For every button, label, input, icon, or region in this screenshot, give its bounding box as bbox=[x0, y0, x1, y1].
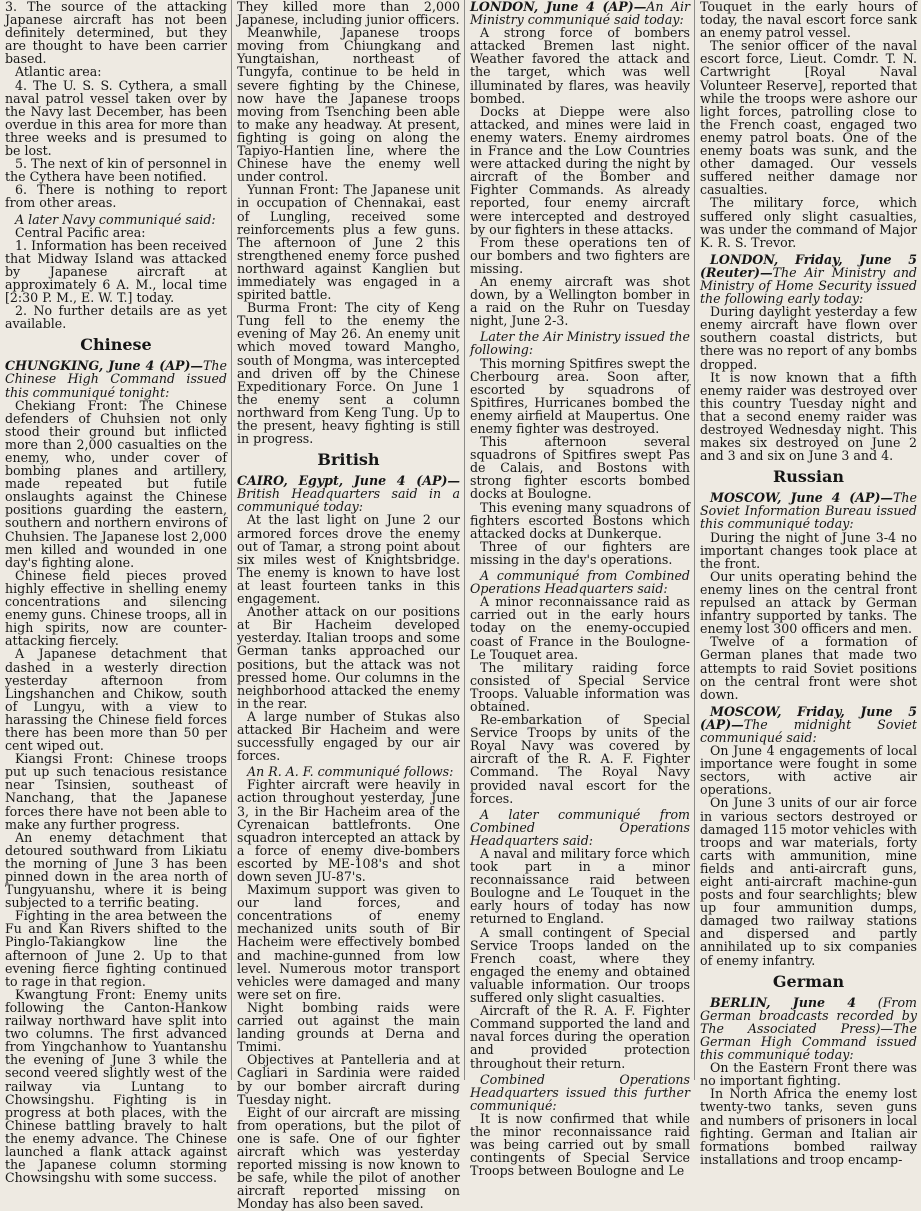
paragraph: Kwangtung Front: Enemy units following the Canton-Hankow railway northward have split into two columns. The first advanced from Yingchanhow to Yuantanshu the evening of June 3 while the second veered slightly west of the railway via Luntang to Chowsingshu. Fighting is in progress at both places, with the Chinese battling bravely to halt the enemy advance. The Chinese launched a flank attack against the Japanese column storming Chowsingshu with some success. bbox=[5, 986, 227, 1186]
dateline-place: MOSCOW, June 4 (AP)— bbox=[710, 490, 894, 506]
paragraph: 6. There is nothing to report from other areas. bbox=[5, 182, 227, 211]
paragraph: Maximum support was given to our land forces, and concentrations of enemy mechanized units south of Bir Hacheim were effectively bombed and machine-gunned from low level. Numerous motor transport vehicles were damaged and many were set on fire. bbox=[237, 882, 460, 1002]
paragraph: A Japanese detachment that dashed in a westerly direction yesterday afternoon from Lingshanchen and Chikow, south of Lungyu, with a view to harassing the Chinese field forces there has been more than 50 per cent wiped out. bbox=[5, 646, 227, 754]
paragraph: 3. The source of the attacking Japanese aircraft has not been definitely determined, but they are thought to have been carrier based. bbox=[5, 0, 227, 67]
dateline-text: The Soviet Information Bureau issued this communiqué today: bbox=[700, 490, 917, 532]
dateline-place: MOSCOW, Friday, June 5 (AP)— bbox=[700, 703, 917, 732]
paragraph: Chekiang Front: The Chinese defenders of Chuhsien not only stood their ground but inflicted more than 2,000 casualties on the enemy, who, under cover of bombing planes and artillery, made repeated but futile onslaughts against the Chinese positions guarding the eastern, southern and northern environs of Chuhsien. The Japanese lost 2,000 men killed and wounded in one day's fighting alone. bbox=[5, 397, 227, 570]
dateline-place: CAIRO, Egypt, June 4 (AP)— bbox=[237, 473, 460, 489]
paragraph: On June 4 engagements of local importance were fought in some sectors, with active air operations. bbox=[700, 743, 917, 798]
communique-intro: Combined Operations Headquarters issued this further communiqué: bbox=[470, 1071, 690, 1113]
communique-intro: A later communiqué from Combined Operations Headquarters said: bbox=[470, 806, 690, 848]
dateline bbox=[237, 474, 460, 513]
paragraph: Another attack on our positions at Bir Hacheim developed yesterday. Italian troops and some German tanks approached our positions, but the attack was not pressed home. Our columns in the neighborhood attacked the enemy in the rear. bbox=[237, 604, 460, 711]
dateline bbox=[700, 491, 917, 530]
paragraph: Twelve of a formation of German planes that made two attempts to raid Soviet positions on the central front were shot down. bbox=[700, 634, 917, 702]
paragraph: Night bombing raids were carried out against the main landing grounds at Derna and Tmimi. bbox=[237, 999, 460, 1055]
paragraph: The military force, which suffered only slight casualties, was under the command of Major K. R. S. Trevor. bbox=[700, 195, 917, 250]
paragraph: Kiangsi Front: Chinese troops put up such tenacious resistance near Tsinsien, southeast of Nanchang, that the Japanese forces there have not been able to make any further progress. bbox=[5, 751, 227, 832]
paragraph: The military raiding force consisted of Special Service Troops. Valuable information was obtained. bbox=[470, 659, 690, 714]
dateline-place: CHUNGKING, June 4 (AP)— bbox=[5, 358, 204, 374]
paragraph: Central Pacific area: bbox=[15, 224, 146, 240]
paragraph: Docks at Dieppe were also attacked, and mines were laid in enemy waters. Enemy airdromes in France and the Low Countries were attacked during the night by aircraft of the Bomber and Fighter Commands. As already reported, four enemy aircraft were intercepted and destroyed by our fighters in these attacks. bbox=[470, 103, 690, 237]
paragraph: Chinese field pieces proved highly effective in shelling enemy concentrations and silencing enemy guns. Chinese troops, all in high spirits, now are counter-attacking fiercely. bbox=[5, 567, 227, 649]
paragraph: Our units operating behind the enemy lines on the central front repulsed an attack by German infantry supported by tanks. The enemy lost 300 officers and men. bbox=[700, 568, 917, 637]
paragraph: 1. Information has been received that Midway Island was attacked by Japanese aircraft at approximately 6 A. M., local time [2:30 P. M., E. W. T.] today. bbox=[5, 237, 227, 306]
paragraph: Objectives at Pantelleria and at Cagliari in Sardinia were raided by our bomber aircraft during Tuesday night. bbox=[237, 1052, 460, 1107]
section-heading-russian: Russian bbox=[772, 467, 845, 487]
dateline-text: British Headquarters said in a communiqué today: bbox=[237, 486, 460, 515]
section-heading-german: German bbox=[772, 971, 845, 991]
dateline-text: (From German broadcasts recorded by The Associated Press)—The German High Command issued this communiqué today: bbox=[700, 994, 917, 1063]
paragraph: From these operations ten of our bombers and two fighters are missing. bbox=[470, 234, 690, 276]
paragraph: This morning Spitfires swept the Cherbourg area. Soon after, escorted by squadrons of Spitfires, Hurricanes bombed the enemy airfield at Maupertus. One enemy fighter was destroyed. bbox=[470, 355, 690, 436]
paragraph: Fighting in the area between the Fu and Kan Rivers shifted to the Pinglo-Takiangkow line the afternoon of June 2. Up to that evening fierce fighting continued to rage in that region. bbox=[5, 908, 227, 989]
dateline-place: LONDON, Friday, June 5 (Reuter)— bbox=[700, 251, 917, 280]
paragraph: An enemy aircraft was shot down, by a Wellington bomber in a raid on the Ruhr on Tuesday night, June 2-3. bbox=[470, 273, 690, 329]
dateline-text: The Air Ministry and Ministry of Home Security issued the following early today: bbox=[700, 264, 917, 307]
paragraph: A strong force of bombers attacked Bremen last night. Weather favored the attack and the target, which was well illuminated by flares, was heavily bombed. bbox=[470, 25, 690, 106]
paragraph: Burma Front: The city of Keng Tung fell to the enemy the evening of May 26. An enemy unit which moved toward Mangho, south of Mongma, was intercepted and driven off by the Chinese Expeditionary Force. On June 1 the enemy sent a column northward from Keng Tung. Up to the present, heavy fighting is still in progress. bbox=[237, 300, 460, 447]
dateline bbox=[470, 0, 690, 26]
communique-intro: A communiqué from Combined Operations Headquarters said: bbox=[470, 568, 690, 597]
paragraph: A minor reconnaissance raid as carried out in the early hours today on the enemy-occupied coast of France in the Boulogne-Le Touquet area. bbox=[470, 594, 690, 662]
dateline bbox=[700, 996, 917, 1061]
paragraph: Meanwhile, Japanese troops moving from Chiungkang and Yungtaishan, northeast of Tungyfa, continue to be held in severe fighting by the Chinese, now have the Japanese troops moving from Tsenching been able to make any headway. At present, fighting is going on along the Tapiyo-Hantien line, where the Chinese have the enemy well under control. bbox=[237, 25, 460, 185]
dateline bbox=[700, 253, 917, 305]
paragraph: At the last light on June 2 our armored forces drove the enemy out of Tamar, a strong point about six miles west of Knightsbridge. The enemy is known to have lost at least fourteen tanks in this engagement. bbox=[237, 512, 460, 607]
dateline-text: The Chinese High Command issued this communiqué tonight: bbox=[5, 358, 227, 400]
communique-intro: Later the Air Ministry issued the following: bbox=[470, 329, 690, 358]
column-3 bbox=[465, 0, 694, 1179]
paragraph: 4. The U. S. S. Cythera, a small naval patrol vessel taken over by the Navy last December, has been overdue in this area for more than three weeks and is presumed to be lost. bbox=[5, 77, 227, 159]
paragraph: A large number of Stukas also attacked Bir Hacheim and were successfully engaged by our air forces. bbox=[237, 708, 460, 764]
paragraph: This afternoon several squadrons of Spitfires swept Pas de Calais, and Bostons with strong fighter escorts bombed docks at Boulogne. bbox=[470, 434, 690, 502]
paragraph: During daylight yesterday a few enemy aircraft have flown over southern coastal districts, but there was no report of any bombs dropped. bbox=[700, 304, 917, 372]
paragraph: Eight of our aircraft are missing from operations, but the pilot of one is safe. One of our fighter aircraft which was yesterday reported missing is now known to be safe, while the pilot of another aircraft reported missing on Monday has also been saved. bbox=[237, 1104, 460, 1211]
paragraph: Three of our fighters are missing in the day's operations. bbox=[470, 538, 690, 567]
paragraph: This evening many squadrons of fighters escorted Bostons which attacked docks at Dunkerque. bbox=[470, 499, 690, 541]
paragraph: In North Africa the enemy lost twenty-two tanks, seven guns and numbers of prisoners in local fighting. German and Italian air formations bombed railway installations and troop encamp- bbox=[700, 1086, 917, 1167]
dateline-text: The midnight Soviet communiqué said: bbox=[700, 716, 917, 745]
dateline-text: An Air Ministry communiqué said today: bbox=[470, 0, 690, 28]
section-heading-british: British bbox=[317, 450, 380, 470]
dateline-place: LONDON, June 4 (AP)— bbox=[470, 0, 647, 14]
paragraph: 2. No further details are as yet available. bbox=[5, 303, 227, 332]
paragraph: They killed more than 2,000 Japanese, including junior officers. bbox=[237, 0, 460, 28]
paragraph: An enemy detachment that detoured southward from Likiatu the morning of June 3 has been pinned down in the area north of Tungyuanshu, where it is being subjected to a terrific beating. bbox=[5, 829, 227, 911]
dateline bbox=[5, 359, 227, 398]
paragraph: On June 3 units of our air force in various sectors destroyed or damaged 115 motor vehicles with troops and war materials, forty carts with ammunition, mine fields and anti-aircraft guns, eight anti-aircraft machine-gun posts and four searchlights; blew up four ammunition dumps, damaged two railway stations and dispersed and partly annihilated up to six companies of enemy infantry. bbox=[700, 795, 917, 968]
dateline-place: BERLIN, June 4 bbox=[710, 994, 856, 1010]
section-heading-chinese: Chinese bbox=[80, 335, 152, 355]
paragraph: The senior officer of the naval escort force, Lieut. Comdr. T. N. Cartwright [Royal Naval Volunteer Reserve], reported that while the troops were ashore our light forces, patrolling close to the French coast, engaged two enemy patrol boats. One of the enemy boats was sunk, and the other damaged. Our vessels suffered neither damage nor casualties. bbox=[700, 38, 917, 198]
communique-intro: An R. A. F. communiqué follows: bbox=[247, 764, 454, 780]
column-4 bbox=[695, 0, 921, 1167]
paragraph: Touquet in the early hours of today, the naval escort force sank an enemy patrol vessel. bbox=[700, 0, 917, 41]
paragraph: It is now known that a fifth enemy raider was destroyed over this country Tuesday night and that a second enemy raider was destroyed Wednesday night. This makes six destroyed on June 2 and 3 and six on June 3 and 4. bbox=[700, 369, 917, 464]
paragraph: Aircraft of the R. A. F. Fighter Command supported the land and naval forces during the operation and provided protection throughout their return. bbox=[470, 1003, 690, 1071]
paragraph: Fighter aircraft were heavily in action throughout yesterday, June 3, in the Bir Hacheim area of the Cyrenaican battlefronts. One squadron intercepted an attack by a force of enemy dive-bombers escorted by ME-108's and shot down seven JU-87's. bbox=[237, 777, 460, 884]
paragraph: Re-embarkation of Special Service Troops by units of the Royal Navy was covered by aircraft of the R. A. F. Fighter Command. The Royal Navy provided naval escort for the forces. bbox=[470, 712, 690, 806]
paragraph: On the Eastern Front there was no important fighting. bbox=[700, 1060, 917, 1089]
paragraph: A naval and military force which took part in a minor reconnaissance raid between Boulogne and Le Touquet in the early hours of today has now returned to England. bbox=[470, 846, 690, 927]
paragraph: It is now confirmed that while the minor reconnaissance raid was being carried out by small contingents of Special Service Troops between Boulogne and Le bbox=[470, 1110, 690, 1179]
paragraph: Atlantic area: bbox=[15, 64, 102, 80]
paragraph: A small contingent of Special Service Troops landed on the French coast, where they engaged the enemy and obtained valuable information. Our troops suffered only slight casualties. bbox=[470, 924, 690, 1006]
paragraph: During the night of June 3-4 no important changes took place at the front. bbox=[700, 529, 917, 571]
column-2 bbox=[232, 0, 464, 1211]
column-1 bbox=[0, 0, 231, 1186]
dateline bbox=[700, 705, 917, 744]
paragraph: Yunnan Front: The Japanese unit in occupation of Chennakai, east of Lungling, received some reinforcements plus a few guns. The afternoon of June 2 this strengthened enemy force pushed northward against Kanglien but immediately was engaged in a spirited battle. bbox=[237, 182, 460, 303]
paragraph: 5. The next of kin of personnel in the Cythera have been notified. bbox=[5, 156, 227, 185]
communique-intro: A later Navy communiqué said: bbox=[15, 211, 216, 227]
